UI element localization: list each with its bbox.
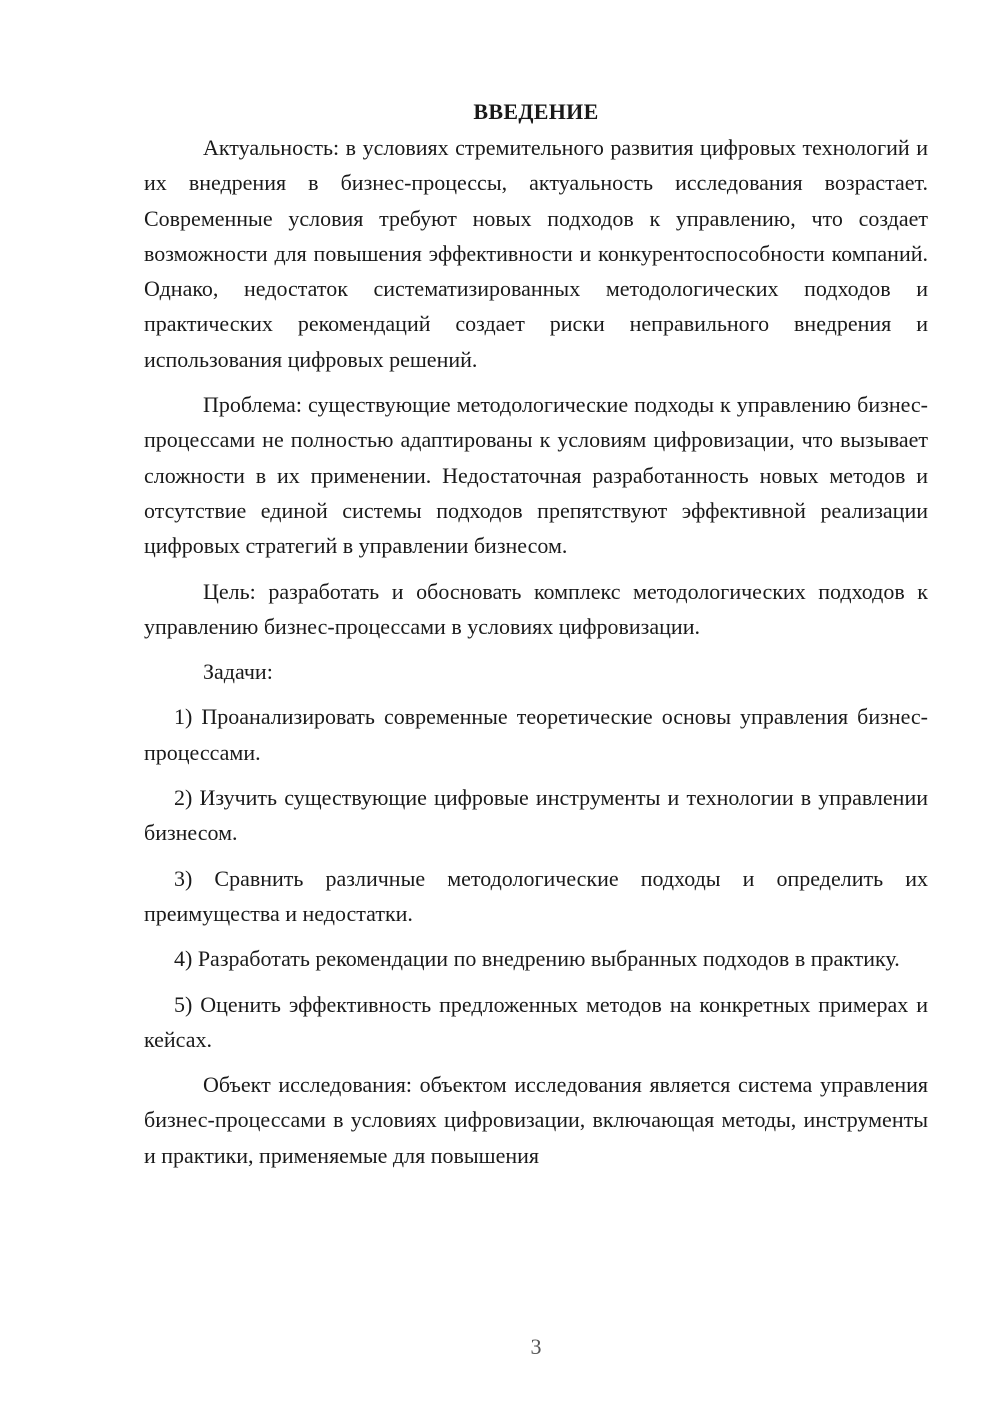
list-item: 4) Разработать рекомендации по внедрению выбранных подходов в практику. bbox=[174, 946, 900, 972]
list-item: 1) Проанализировать современные теоретические основы управления бизнес-процессами. bbox=[144, 704, 928, 765]
list-item: 2) Изучить существующие цифровые инструменты и технологии в управлении бизнесом. bbox=[144, 785, 928, 846]
tasks-list bbox=[144, 699, 928, 1057]
list-item: 5) Оценить эффективность предложенных методов на конкретных примерах и кейсах. bbox=[144, 991, 928, 1052]
list-item: 3) Сравнить различные методологические подходы и определить их преимущества и недостатки. bbox=[144, 865, 928, 926]
tasks-heading: Задачи: bbox=[203, 659, 273, 685]
relevance-paragraph: Актуальность: в условиях стремительного развития цифровых технологий и их внедрения в бизнес-процессы, актуальность исследования возрастает. Современные условия требуют новых подходов к управлению, что создает возможности для повышения эффективности и конкурентоспособности компаний. Однако, недостаток систематизированных методологических подходов и практических рекомендаций создает риски неправильного внедрения и использования цифровых решений. bbox=[144, 135, 928, 372]
document-page bbox=[144, 94, 928, 1173]
object-paragraph: Объект исследования: объектом исследования является система управления бизнес-процессами в условиях цифровизации, включающая методы, инструменты и практики, применяемые для повышения bbox=[144, 1072, 928, 1168]
section-title: ВВЕДЕНИЕ bbox=[473, 99, 599, 124]
goal-paragraph: Цель: разработать и обосновать комплекс методологических подходов к управлению бизнес-процессами в условиях цифровизации. bbox=[144, 578, 928, 639]
page-number: 3 bbox=[530, 1334, 542, 1359]
problem-paragraph: Проблема: существующие методологические подходы к управлению бизнес-процессами не полностью адаптированы к условиям цифровизации, что вызывает сложности в их применении. Недостаточная разработанность новых методов и отсутствие единой системы подходов препятствуют эффективной реализации цифровых стратегий в управлении бизнесом. bbox=[144, 392, 928, 559]
